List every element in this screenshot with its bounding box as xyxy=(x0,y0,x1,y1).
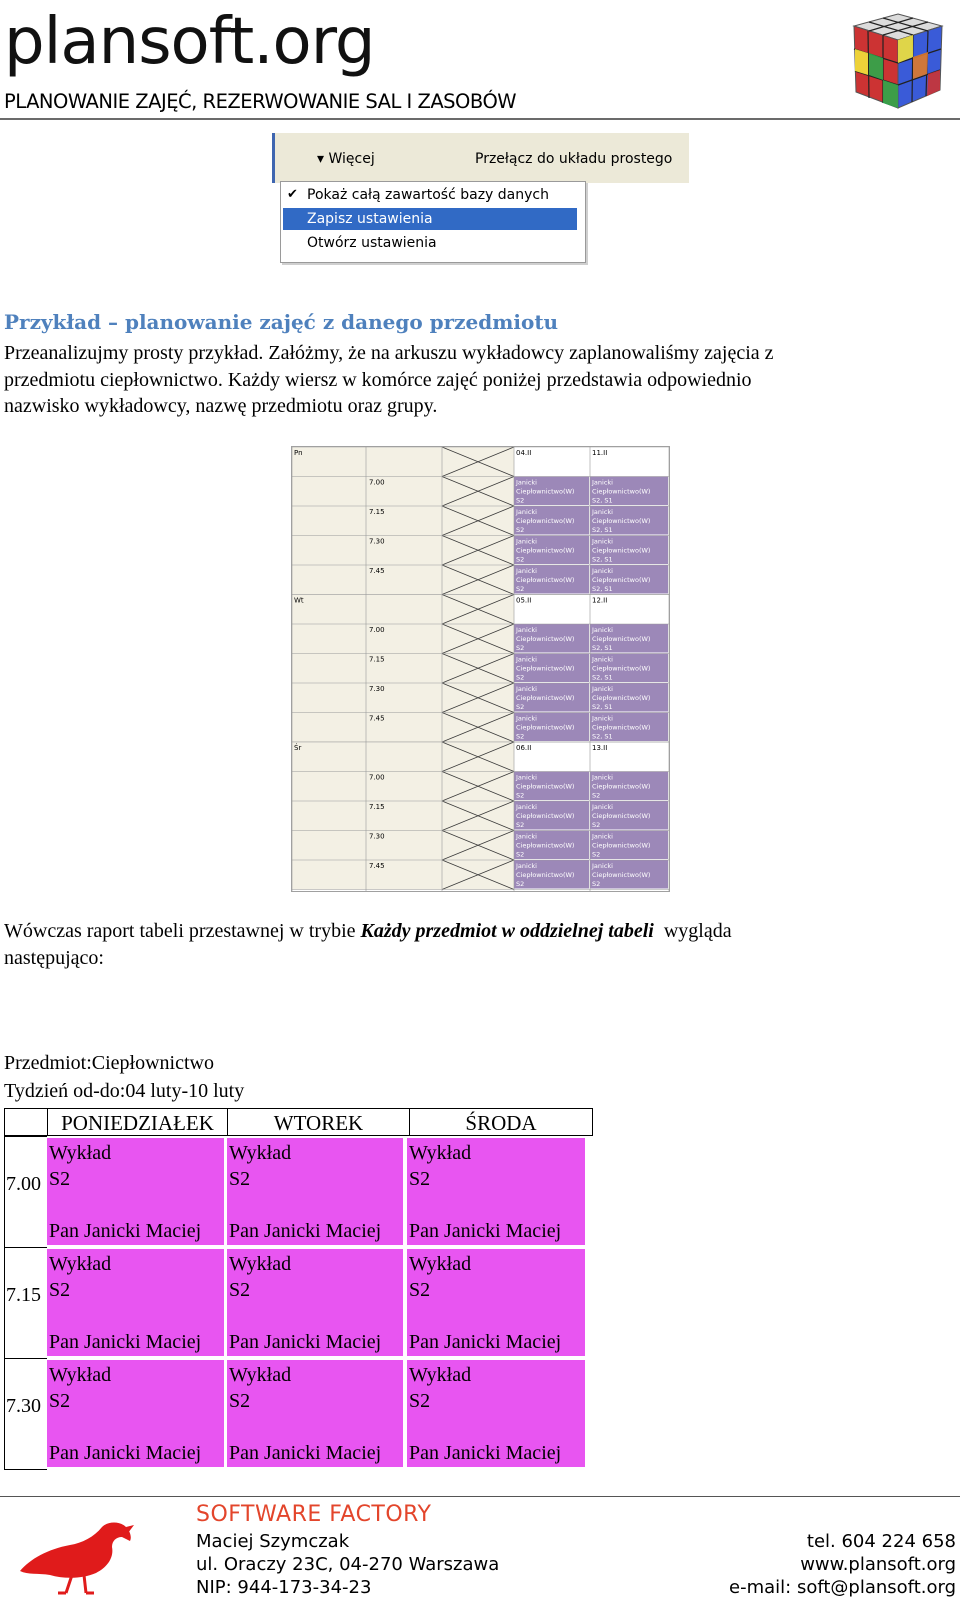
sheet-date-label: 13.II xyxy=(592,744,608,752)
contact-name: Maciej Szymczak xyxy=(196,1531,350,1552)
sheet-event-lecturer: Janicki xyxy=(592,714,613,723)
contact-website[interactable]: www.plansoft.org xyxy=(800,1554,956,1575)
lecture-group: S2 xyxy=(409,1390,431,1412)
sheet-time-label: 7.30 xyxy=(369,832,385,841)
lecture-cell xyxy=(227,1138,403,1245)
sheet-event-group: S2, S1 xyxy=(592,673,613,682)
header-divider xyxy=(0,118,960,120)
lecture-group: S2 xyxy=(229,1279,251,1301)
sheet-time-label: 7.45 xyxy=(369,567,385,575)
rubik-cube-logo xyxy=(852,12,944,110)
lecture-group: S2 xyxy=(229,1168,251,1190)
sheet-date-label: 11.II xyxy=(592,449,608,457)
contact-left xyxy=(196,1530,499,1599)
sheet-event-subject: Ciepłownictwo(W) xyxy=(592,723,651,732)
sheet-left-area xyxy=(292,742,514,890)
sheet-date-label: 06.II xyxy=(516,744,532,752)
example-paragraph xyxy=(4,340,924,420)
report-subject: Przedmiot:Ciepłownictwo xyxy=(4,1052,214,1074)
lecturer-name: Pan Janicki Maciej xyxy=(229,1331,382,1353)
sheet-event-group: S2 xyxy=(516,821,525,829)
menu-item-label: Otwórz ustawienia xyxy=(307,235,437,251)
time-cell xyxy=(4,1358,47,1470)
lecture-type: Wykład xyxy=(409,1364,472,1386)
sheet-date-label: 04.II xyxy=(516,449,532,457)
sheet-event-lecturer: Janicki xyxy=(592,862,613,870)
sheet-event-lecturer: Janicki xyxy=(592,508,613,516)
lecturer-name: Pan Janicki Maciej xyxy=(409,1442,562,1464)
sheet-event-subject: Ciepłownictwo(W) xyxy=(592,812,651,820)
report-intro xyxy=(4,918,924,971)
contact-address: ul. Oraczy 23C, 04-270 Warszawa xyxy=(196,1554,500,1575)
lecture-type: Wykład xyxy=(49,1364,112,1386)
more-button[interactable]: ▾ Więcej xyxy=(317,151,375,167)
time-label: 7.00 xyxy=(6,1173,41,1195)
sheet-event-subject: Ciepłownictwo(W) xyxy=(592,517,651,525)
lecture-type: Wykład xyxy=(229,1364,292,1386)
sheet-left-area xyxy=(292,595,514,743)
sheet-event-subject: Ciepłownictwo(W) xyxy=(592,841,651,850)
lecturer-name: Pan Janicki Maciej xyxy=(409,1331,562,1353)
lecturer-sheet-screenshot xyxy=(291,446,670,892)
time-label: 7.30 xyxy=(6,1395,41,1417)
lecture-cell xyxy=(227,1360,403,1467)
menu-item-label: Pokaż całą zawartość bazy danych xyxy=(307,187,549,203)
sheet-event-lecturer: Janicki xyxy=(516,832,537,841)
lecture-cell xyxy=(407,1249,585,1356)
sheet-day-label: Pn xyxy=(294,449,303,457)
sheet-time-label: 7.15 xyxy=(369,655,385,664)
menu-item-show-all[interactable] xyxy=(281,184,585,206)
switch-layout-button[interactable]: Przełącz do układu prostego xyxy=(475,151,673,167)
sheet-event-lecturer: Janicki xyxy=(592,773,613,782)
sheet-event-lecturer: Janicki xyxy=(516,803,537,811)
lecture-group: S2 xyxy=(229,1390,251,1412)
sheet-event-subject: Ciepłownictwo(W) xyxy=(592,546,651,555)
time-cell xyxy=(4,1247,47,1359)
lecture-cell xyxy=(47,1360,224,1467)
report-week: Tydzień od-do:04 luty-10 luty xyxy=(4,1080,245,1102)
sheet-event-subject: Ciepłownictwo(W) xyxy=(592,635,651,643)
intro-text-after: wygląda xyxy=(653,920,732,942)
lecture-type: Wykład xyxy=(229,1253,292,1275)
sheet-event-subject: Ciepłownictwo(W) xyxy=(516,782,575,791)
sheet-event-group: S2, S1 xyxy=(592,555,613,564)
sheet-event-group: S2 xyxy=(516,703,525,711)
sheet-event-lecturer: Janicki xyxy=(516,685,537,693)
lecture-group: S2 xyxy=(49,1168,71,1190)
sheet-event-lecturer: Janicki xyxy=(516,862,537,870)
sheet-event-subject: Ciepłownictwo(W) xyxy=(516,694,575,702)
sheet-event-lecturer: Janicki xyxy=(516,508,537,516)
sheet-event-group: S2 xyxy=(592,821,601,829)
sheet-date-label: 12.II xyxy=(592,596,608,605)
settings-menu-screenshot xyxy=(272,133,686,261)
lecture-cell xyxy=(407,1360,585,1467)
sheet-event-lecturer: Janicki xyxy=(592,685,613,693)
column-header: ŚRODA xyxy=(409,1108,593,1136)
red-bird-logo xyxy=(12,1515,136,1595)
lecturer-name: Pan Janicki Maciej xyxy=(409,1220,562,1242)
sheet-event-lecturer: Janicki xyxy=(592,567,613,575)
sheet-event-subject: Ciepłownictwo(W) xyxy=(516,517,575,525)
toolbar xyxy=(272,133,689,183)
sheet-event-subject: Ciepłownictwo(W) xyxy=(516,546,575,555)
sheet-time-label: 7.00 xyxy=(369,773,385,782)
sheet-event-lecturer: Janicki xyxy=(592,478,613,487)
contact-email[interactable]: e-mail: soft@plansoft.org xyxy=(729,1577,956,1598)
contact-phone: tel. 604 224 658 xyxy=(806,1531,956,1552)
lecturer-name: Pan Janicki Maciej xyxy=(229,1220,382,1242)
sheet-event-group: S2 xyxy=(516,496,525,505)
section-heading: Przykład – planowanie zajęć z danego przedmiotu xyxy=(4,310,559,334)
sheet-time-label: 7.45 xyxy=(369,862,385,870)
sheet-event-group: S2 xyxy=(516,526,525,534)
sheet-time-label: 7.30 xyxy=(369,537,385,546)
corner-cell xyxy=(4,1108,48,1136)
sheet-event-group: S2 xyxy=(516,850,525,859)
company-name: SOFTWARE FACTORY xyxy=(196,1502,432,1527)
lecturer-name: Pan Janicki Maciej xyxy=(49,1442,202,1464)
sheet-event-subject: Ciepłownictwo(W) xyxy=(592,782,651,791)
lecturer-name: Pan Janicki Maciej xyxy=(49,1331,202,1353)
intro-line2: następująco: xyxy=(4,946,104,969)
sheet-event-subject: Ciepłownictwo(W) xyxy=(592,487,651,496)
sheet-event-group: S2 xyxy=(516,555,525,564)
sheet-date-label: 05.II xyxy=(516,596,532,605)
lecture-cell xyxy=(47,1249,224,1356)
sheet-event-subject: Ciepłownictwo(W) xyxy=(592,694,651,702)
lecturer-name: Pan Janicki Maciej xyxy=(229,1442,382,1464)
lecture-group: S2 xyxy=(409,1168,431,1190)
sheet-event-group: S2 xyxy=(516,673,525,682)
sheet-time-label: 7.15 xyxy=(369,508,385,516)
lecture-cell xyxy=(407,1138,585,1245)
sheet-event-lecturer: Janicki xyxy=(592,537,613,546)
time-label: 7.15 xyxy=(6,1284,41,1306)
report-table xyxy=(4,1108,596,1478)
paragraph-line: Przeanalizujmy prosty przykład. Załóżmy, że na arkuszu wykładowcy zaplanowaliśmy zajęcia z xyxy=(4,342,774,364)
mode-name: Każdy przedmiot w oddzielnej tabeli xyxy=(360,920,654,942)
sheet-event-group: S2 xyxy=(516,791,525,800)
sheet-event-lecturer: Janicki xyxy=(592,626,613,634)
sheet-event-lecturer: Janicki xyxy=(516,567,537,575)
paragraph-line: nazwisko wykładowcy, nazwę przedmiotu oraz grupy. xyxy=(4,395,438,417)
sheet-event-lecturer: Janicki xyxy=(516,478,537,487)
lecture-type: Wykład xyxy=(409,1142,472,1164)
sheet-event-group: S2, S1 xyxy=(592,644,613,652)
sheet-event-group: S2, S1 xyxy=(592,703,613,711)
intro-text: Wówczas raport tabeli przestawnej w trybie xyxy=(4,920,361,942)
sheet-event-subject: Ciepłownictwo(W) xyxy=(592,576,651,584)
sheet-event-subject: Ciepłownictwo(W) xyxy=(516,664,575,673)
sheet-event-group: S2 xyxy=(516,732,525,741)
settings-dropdown-menu xyxy=(280,181,586,263)
footer-divider xyxy=(0,1496,960,1497)
column-header: PONIEDZIAŁEK xyxy=(47,1108,228,1136)
checkmark-icon: ✔ xyxy=(287,187,298,202)
tagline: PLANOWANIE ZAJĘĆ, REZERWOWANIE SAL I ZASOBÓW xyxy=(4,90,517,113)
lecture-cell xyxy=(47,1138,224,1245)
contact-nip: NIP: 944-173-34-23 xyxy=(196,1577,372,1598)
sheet-event-group: S2, S1 xyxy=(592,732,613,741)
menu-item-open-settings[interactable] xyxy=(281,232,585,254)
lecture-group: S2 xyxy=(409,1279,431,1301)
sheet-event-group: S2, S1 xyxy=(592,496,613,505)
sheet-event-lecturer: Janicki xyxy=(592,832,613,841)
contact-right xyxy=(729,1530,956,1599)
sheet-event-subject: Ciepłownictwo(W) xyxy=(592,664,651,673)
sheet-event-subject: Ciepłownictwo(W) xyxy=(516,487,575,496)
sheet-time-label: 7.15 xyxy=(369,803,385,811)
lecture-type: Wykład xyxy=(229,1142,292,1164)
lecture-type: Wykład xyxy=(409,1253,472,1275)
sheet-day-label: Wt xyxy=(294,596,304,605)
lecture-cell xyxy=(227,1249,403,1356)
sheet-event-lecturer: Janicki xyxy=(592,803,613,811)
sheet-day-label: Śr xyxy=(294,744,302,752)
sheet-event-lecturer: Janicki xyxy=(592,655,613,664)
lecture-group: S2 xyxy=(49,1279,71,1301)
column-header: WTOREK xyxy=(227,1108,410,1136)
sheet-event-group: S2 xyxy=(592,850,601,859)
sheet-event-group: S2 xyxy=(516,880,525,888)
sheet-event-group: S2, S1 xyxy=(592,526,613,534)
sheet-event-group: S2 xyxy=(592,880,601,888)
lecture-group: S2 xyxy=(49,1390,71,1412)
sheet-event-group: S2 xyxy=(592,791,601,800)
sheet-event-subject: Ciepłownictwo(W) xyxy=(516,576,575,584)
menu-item-label: Zapisz ustawienia xyxy=(307,211,433,227)
sheet-event-subject: Ciepłownictwo(W) xyxy=(516,812,575,820)
lecture-type: Wykład xyxy=(49,1253,112,1275)
sheet-time-label: 7.00 xyxy=(369,626,385,634)
sheet-event-lecturer: Janicki xyxy=(516,714,537,723)
menu-item-save-settings[interactable] xyxy=(283,208,577,230)
sheet-event-subject: Ciepłownictwo(W) xyxy=(516,635,575,643)
sheet-time-label: 7.45 xyxy=(369,714,385,723)
paragraph-line: przedmiotu ciepłownictwo. Każdy wiersz w komórce zajęć poniżej przedstawia odpowiednio xyxy=(4,368,752,391)
time-cell xyxy=(4,1136,47,1248)
sheet-event-lecturer: Janicki xyxy=(516,655,537,664)
sheet-event-subject: Ciepłownictwo(W) xyxy=(516,841,575,850)
lecture-type: Wykład xyxy=(49,1142,112,1164)
sheet-event-lecturer: Janicki xyxy=(516,773,537,782)
sheet-time-label: 7.00 xyxy=(369,478,385,487)
sheet-left-area xyxy=(292,447,514,595)
sheet-event-subject: Ciepłownictwo(W) xyxy=(516,871,575,879)
sheet-time-label: 7.30 xyxy=(369,685,385,693)
lecturer-name: Pan Janicki Maciej xyxy=(49,1220,202,1242)
sheet-event-lecturer: Janicki xyxy=(516,626,537,634)
sheet-event-lecturer: Janicki xyxy=(516,537,537,546)
sheet-event-group: S2 xyxy=(516,585,525,593)
sheet-event-subject: Ciepłownictwo(W) xyxy=(592,871,651,879)
site-logo: plansoft.org xyxy=(4,5,375,79)
sheet-event-subject: Ciepłownictwo(W) xyxy=(516,723,575,732)
sheet-event-group: S2 xyxy=(516,644,525,652)
sheet-event-group: S2, S1 xyxy=(592,585,613,593)
